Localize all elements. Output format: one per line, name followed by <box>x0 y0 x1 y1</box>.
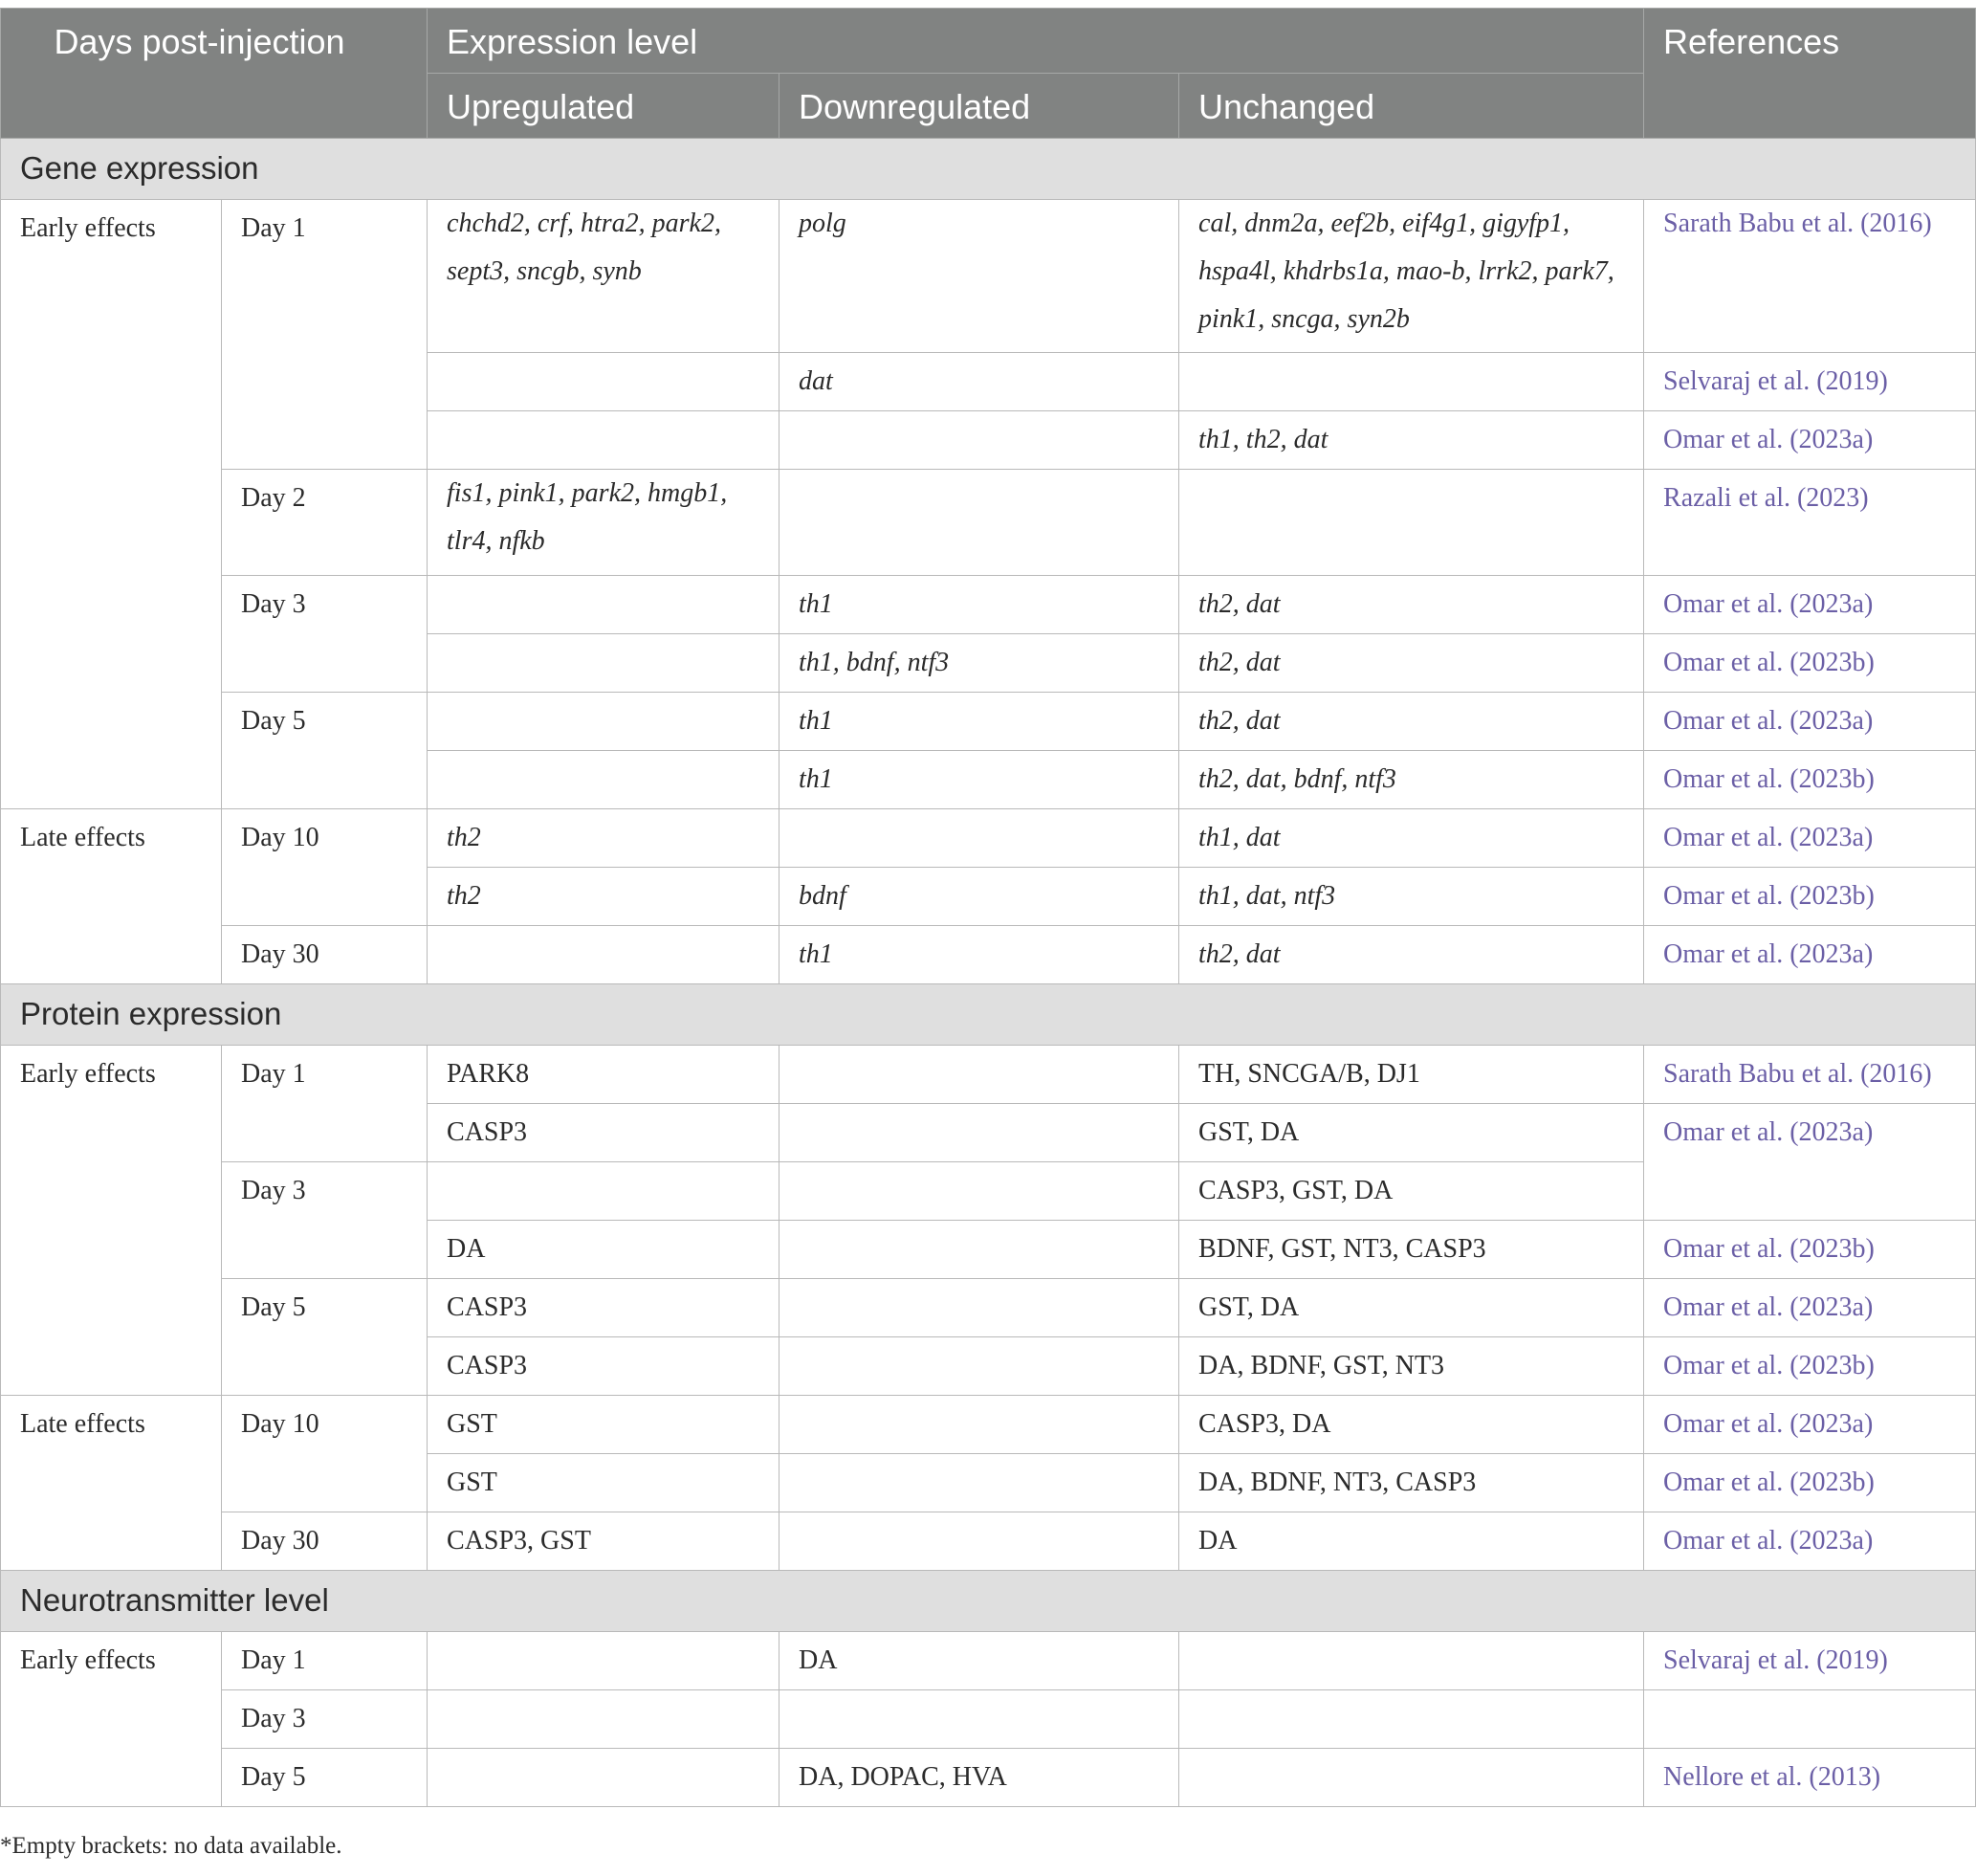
day-cell: Day 1 <box>222 200 428 470</box>
unchanged-cell <box>1179 1690 1644 1749</box>
downregulated-cell: th1 <box>779 926 1179 984</box>
unchanged-cell: GST, DA <box>1179 1279 1644 1337</box>
table-row <box>1 1749 1976 1807</box>
unchanged-cell: th2, dat, bdnf, ntf3 <box>1179 751 1644 809</box>
section-title: Gene expression <box>1 139 1976 200</box>
header-expression-level: Expression level <box>428 9 1644 74</box>
upregulated-cell <box>428 353 779 411</box>
unchanged-cell: GST, DA <box>1179 1104 1644 1162</box>
upregulated-cell <box>428 576 779 634</box>
reference-link[interactable]: Sarath Babu et al. (2016) <box>1644 200 1976 353</box>
downregulated-cell: th1 <box>779 693 1179 751</box>
unchanged-cell: th2, dat <box>1179 634 1644 693</box>
downregulated-cell <box>779 1337 1179 1396</box>
unchanged-cell: DA, BDNF, NT3, CASP3 <box>1179 1454 1644 1512</box>
upregulated-cell: CASP3 <box>428 1279 779 1337</box>
downregulated-cell <box>779 411 1179 470</box>
section-title: Protein expression <box>1 984 1976 1046</box>
downregulated-cell: th1 <box>779 576 1179 634</box>
table-row <box>1 1046 1976 1104</box>
reference-link[interactable]: Nellore et al. (2013) <box>1644 1749 1976 1807</box>
unchanged-cell: th1, dat <box>1179 809 1644 868</box>
unchanged-cell: TH, SNCGA/B, DJ1 <box>1179 1046 1644 1104</box>
reference-link[interactable] <box>1644 1690 1976 1749</box>
reference-link[interactable]: Omar et al. (2023a) <box>1644 576 1976 634</box>
downregulated-cell <box>779 1162 1179 1221</box>
table-row <box>1 926 1976 984</box>
unchanged-cell: th2, dat <box>1179 693 1644 751</box>
table-row <box>1 1512 1976 1571</box>
table-row <box>1 1632 1976 1690</box>
downregulated-cell <box>779 1104 1179 1162</box>
day-cell: Day 30 <box>222 1512 428 1571</box>
expression-table <box>0 8 1976 1807</box>
upregulated-cell: CASP3 <box>428 1104 779 1162</box>
downregulated-cell: dat <box>779 353 1179 411</box>
day-cell: Day 3 <box>222 576 428 693</box>
upregulated-cell: PARK8 <box>428 1046 779 1104</box>
upregulated-cell <box>428 1162 779 1221</box>
downregulated-cell <box>779 1396 1179 1454</box>
downregulated-cell <box>779 1690 1179 1749</box>
reference-link[interactable]: Omar et al. (2023a) <box>1644 1104 1976 1221</box>
reference-link[interactable]: Omar et al. (2023a) <box>1644 1512 1976 1571</box>
upregulated-cell: th2 <box>428 809 779 868</box>
unchanged-cell: CASP3, GST, DA <box>1179 1162 1644 1221</box>
header-row-1 <box>1 9 1976 74</box>
table-row <box>1 809 1976 868</box>
reference-link[interactable]: Selvaraj et al. (2019) <box>1644 353 1976 411</box>
unchanged-cell: DA, BDNF, GST, NT3 <box>1179 1337 1644 1396</box>
reference-link[interactable]: Omar et al. (2023b) <box>1644 634 1976 693</box>
unchanged-cell: th2, dat <box>1179 926 1644 984</box>
day-cell: Day 5 <box>222 693 428 809</box>
upregulated-cell: DA <box>428 1221 779 1279</box>
downregulated-cell: th1, bdnf, ntf3 <box>779 634 1179 693</box>
table-row <box>1 576 1976 634</box>
downregulated-cell <box>779 1221 1179 1279</box>
downregulated-cell <box>779 470 1179 576</box>
phase-cell: Early effects <box>1 1046 222 1396</box>
table-row <box>1 1396 1976 1454</box>
reference-link[interactable]: Selvaraj et al. (2019) <box>1644 1632 1976 1690</box>
reference-link[interactable]: Razali et al. (2023) <box>1644 470 1976 576</box>
header-downregulated: Downregulated <box>779 74 1179 139</box>
unchanged-cell: CASP3, DA <box>1179 1396 1644 1454</box>
footnote: *Empty brackets: no data available. <box>0 1833 342 1859</box>
downregulated-cell: bdnf <box>779 868 1179 926</box>
day-cell: Day 1 <box>222 1046 428 1162</box>
table-row <box>1 470 1976 576</box>
unchanged-cell: BDNF, GST, NT3, CASP3 <box>1179 1221 1644 1279</box>
day-cell: Day 1 <box>222 1632 428 1690</box>
unchanged-cell: cal, dnm2a, eef2b, eif4g1, gigyfp1, hspa4l, khdrbs1a, mao-b, lrrk2, park7, pink1, sncga, syn2b <box>1179 200 1644 353</box>
downregulated-cell: polg <box>779 200 1179 353</box>
reference-link[interactable]: Omar et al. (2023b) <box>1644 868 1976 926</box>
upregulated-cell <box>428 1690 779 1749</box>
reference-link[interactable]: Sarath Babu et al. (2016) <box>1644 1046 1976 1104</box>
upregulated-cell <box>428 1749 779 1807</box>
downregulated-cell <box>779 1279 1179 1337</box>
reference-link[interactable]: Omar et al. (2023a) <box>1644 926 1976 984</box>
section-protein-expression <box>1 984 1976 1046</box>
unchanged-cell <box>1179 470 1644 576</box>
downregulated-cell <box>779 1046 1179 1104</box>
table-row <box>1 200 1976 353</box>
table-row <box>1 693 1976 751</box>
upregulated-cell: fis1, pink1, park2, hmgb1, tlr4, nfkb <box>428 470 779 576</box>
header-upregulated: Upregulated <box>428 74 779 139</box>
section-title: Neurotransmitter level <box>1 1571 1976 1632</box>
downregulated-cell <box>779 809 1179 868</box>
unchanged-cell: DA <box>1179 1512 1644 1571</box>
downregulated-cell <box>779 1512 1179 1571</box>
upregulated-cell: chchd2, crf, htra2, park2, sept3, sncgb, synb <box>428 200 779 353</box>
reference-link[interactable]: Omar et al. (2023a) <box>1644 1396 1976 1454</box>
reference-link[interactable]: Omar et al. (2023b) <box>1644 751 1976 809</box>
downregulated-cell: th1 <box>779 751 1179 809</box>
upregulated-cell: CASP3 <box>428 1337 779 1396</box>
reference-link[interactable]: Omar et al. (2023a) <box>1644 693 1976 751</box>
upregulated-cell: CASP3, GST <box>428 1512 779 1571</box>
unchanged-cell: th1, th2, dat <box>1179 411 1644 470</box>
header-unchanged: Unchanged <box>1179 74 1644 139</box>
unchanged-cell: th2, dat <box>1179 576 1644 634</box>
upregulated-cell <box>428 634 779 693</box>
upregulated-cell <box>428 693 779 751</box>
reference-link[interactable]: Omar et al. (2023b) <box>1644 1454 1976 1512</box>
downregulated-cell: DA, DOPAC, HVA <box>779 1749 1179 1807</box>
day-cell: Day 10 <box>222 809 428 926</box>
day-cell: Day 30 <box>222 926 428 984</box>
section-neurotransmitter-level <box>1 1571 1976 1632</box>
day-cell: Day 5 <box>222 1279 428 1396</box>
downregulated-cell <box>779 1454 1179 1512</box>
upregulated-cell <box>428 926 779 984</box>
phase-cell: Late effects <box>1 1396 222 1571</box>
header-days-post-injection: Days post-injection <box>1 9 428 139</box>
phase-cell: Late effects <box>1 809 222 984</box>
unchanged-cell <box>1179 353 1644 411</box>
table-row <box>1 1690 1976 1749</box>
day-cell: Day 10 <box>222 1396 428 1512</box>
reference-link[interactable]: Omar et al. (2023a) <box>1644 1279 1976 1337</box>
section-gene-expression <box>1 139 1976 200</box>
upregulated-cell: GST <box>428 1454 779 1512</box>
header-references: References <box>1644 9 1976 139</box>
downregulated-cell: DA <box>779 1632 1179 1690</box>
reference-link[interactable]: Omar et al. (2023b) <box>1644 1221 1976 1279</box>
upregulated-cell: th2 <box>428 868 779 926</box>
upregulated-cell <box>428 1632 779 1690</box>
unchanged-cell <box>1179 1632 1644 1690</box>
day-cell: Day 5 <box>222 1749 428 1807</box>
table-row <box>1 1279 1976 1337</box>
phase-cell: Early effects <box>1 1632 222 1807</box>
upregulated-cell <box>428 751 779 809</box>
reference-link[interactable]: Omar et al. (2023a) <box>1644 411 1976 470</box>
day-cell: Day 2 <box>222 470 428 576</box>
upregulated-cell <box>428 411 779 470</box>
unchanged-cell: th1, dat, ntf3 <box>1179 868 1644 926</box>
reference-link[interactable]: Omar et al. (2023a) <box>1644 809 1976 868</box>
phase-cell: Early effects <box>1 200 222 809</box>
unchanged-cell <box>1179 1749 1644 1807</box>
reference-link[interactable]: Omar et al. (2023b) <box>1644 1337 1976 1396</box>
day-cell: Day 3 <box>222 1162 428 1279</box>
upregulated-cell: GST <box>428 1396 779 1454</box>
day-cell: Day 3 <box>222 1690 428 1749</box>
